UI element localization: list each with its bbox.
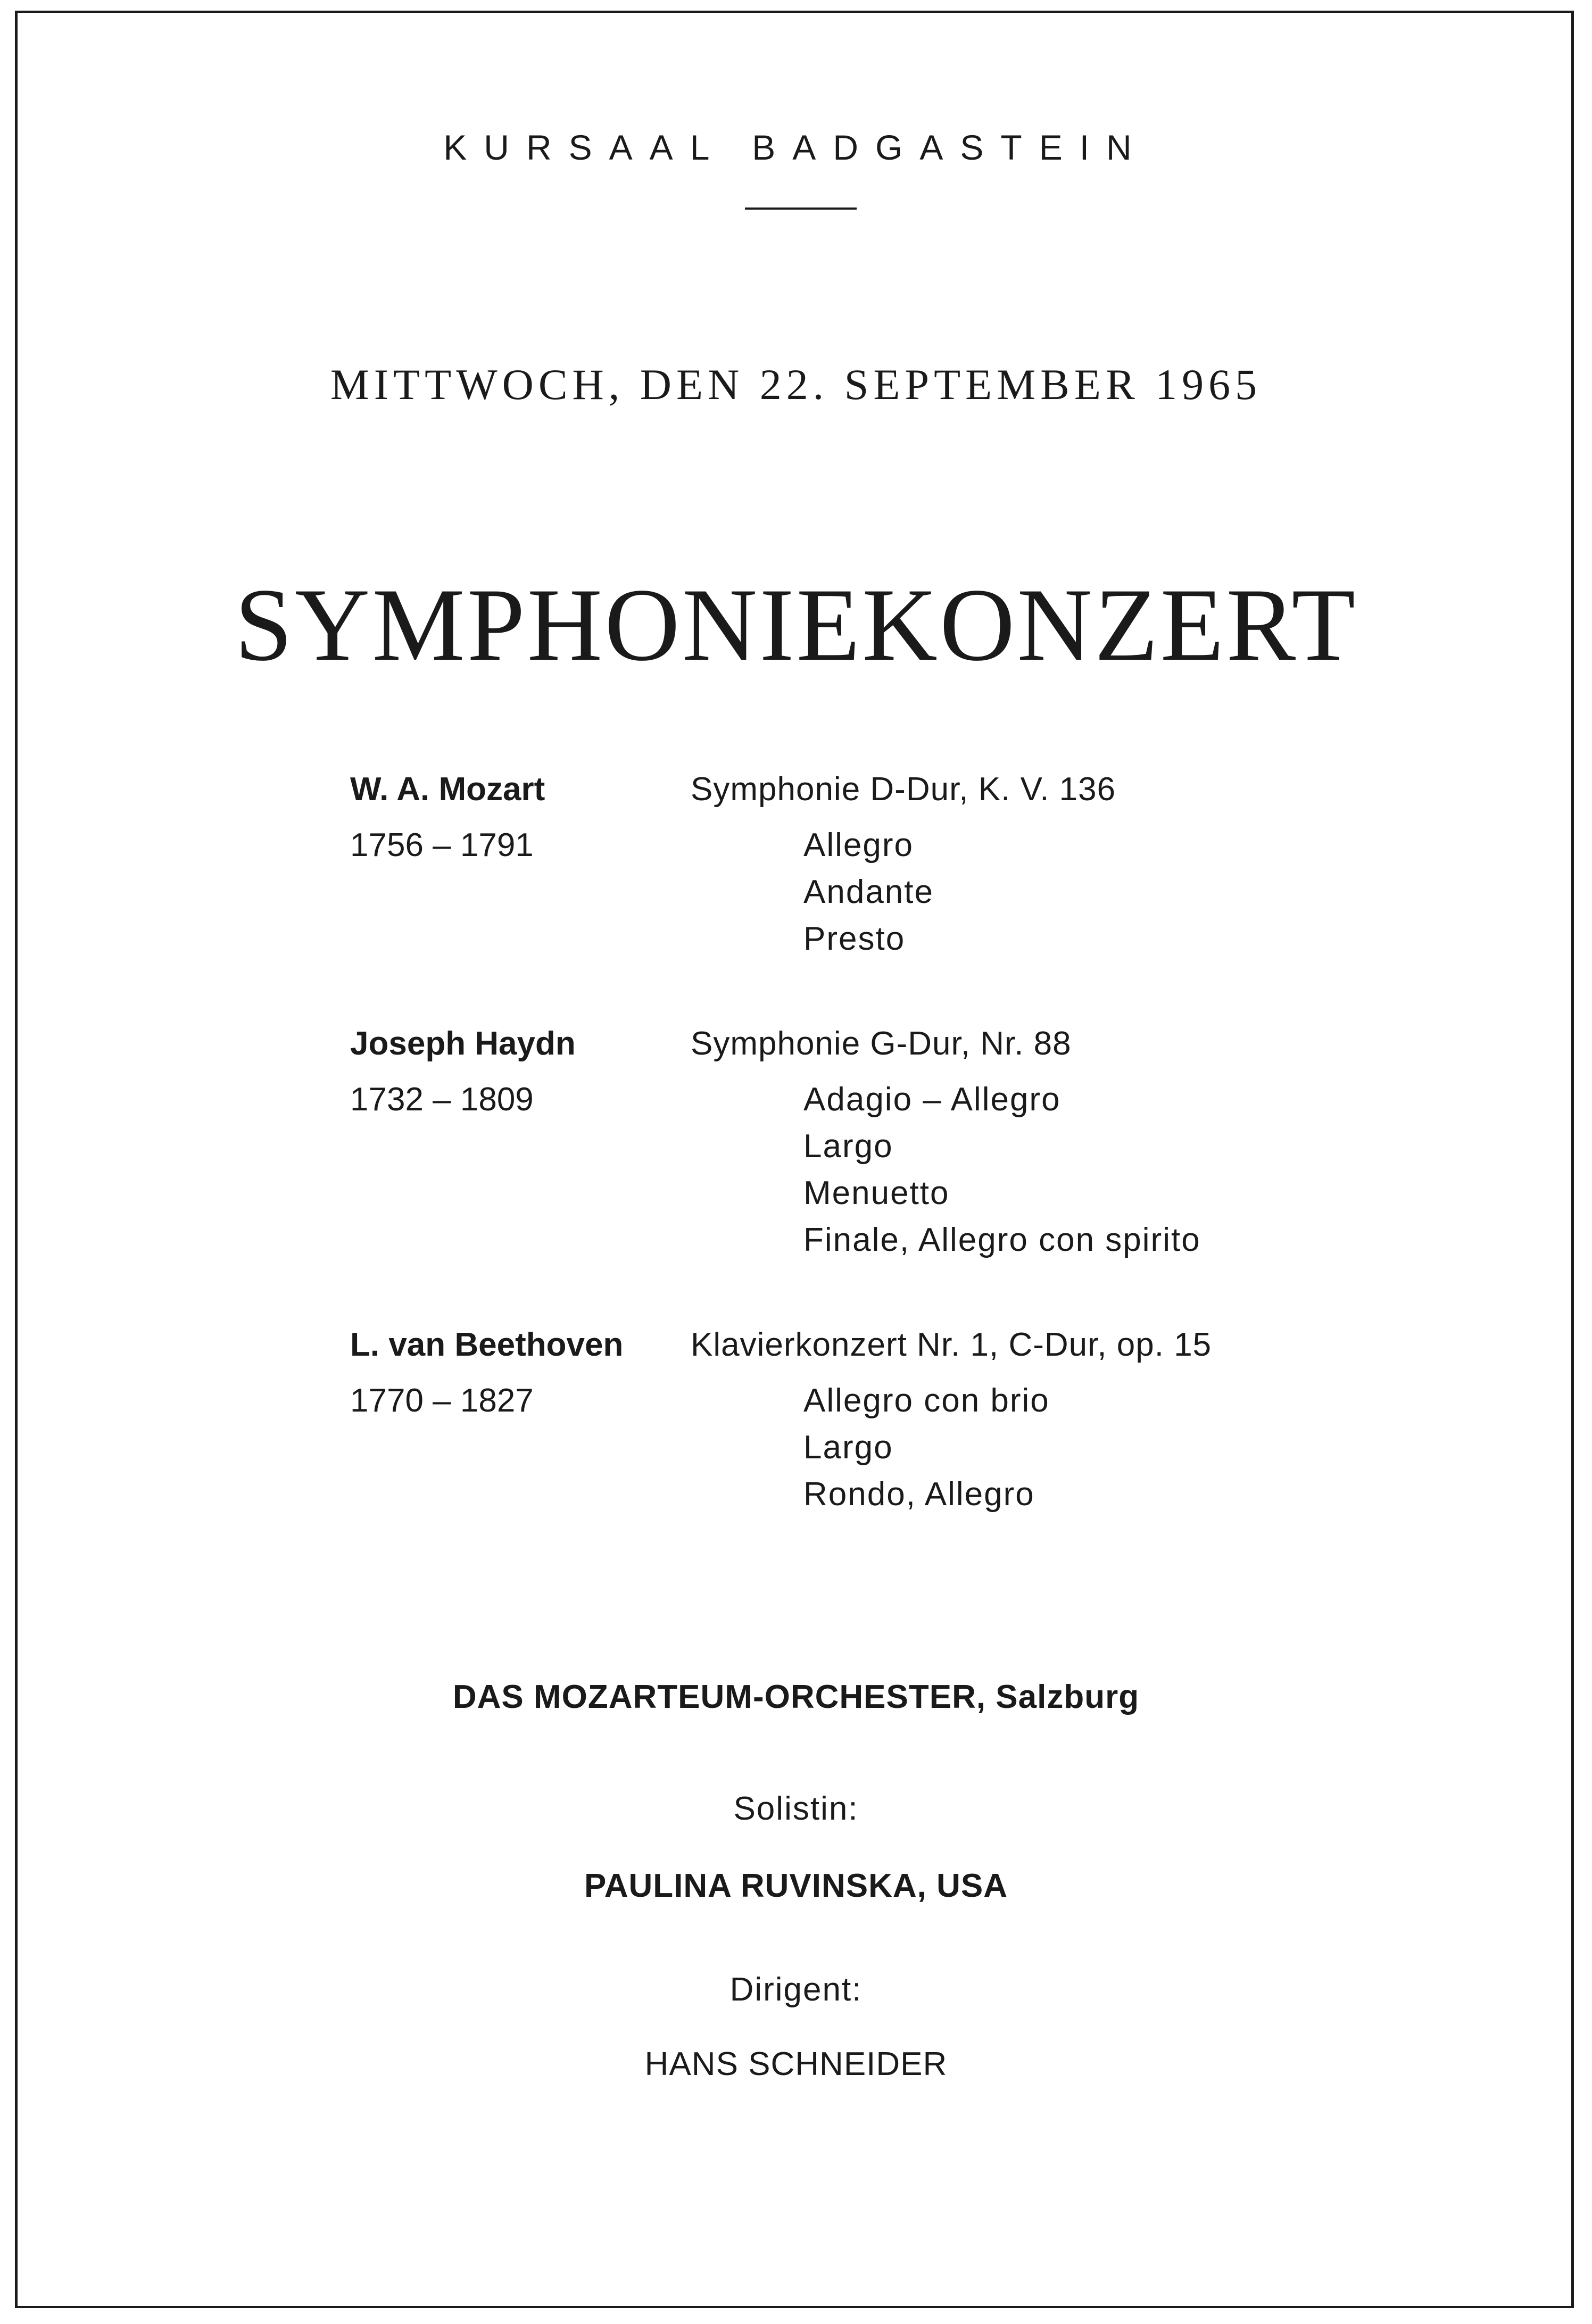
movement: Largo bbox=[803, 1128, 893, 1165]
movement: Allegro con brio bbox=[803, 1382, 1050, 1419]
venue-heading: KURSAAL BADGASTEIN bbox=[443, 128, 1149, 167]
soloist-name: PAULINA RUVINSKA, USA bbox=[584, 1868, 1008, 1904]
movement: Andante bbox=[803, 874, 934, 910]
conductor-label: Dirigent: bbox=[729, 1971, 863, 2008]
movement: Presto bbox=[803, 920, 906, 957]
movement: Adagio – Allegro bbox=[803, 1081, 1061, 1118]
movement: Allegro bbox=[803, 827, 914, 864]
movement: Rondo, Allegro bbox=[803, 1476, 1035, 1513]
soloist-label: Solistin: bbox=[733, 1790, 859, 1827]
composer-years: 1756 – 1791 bbox=[350, 827, 534, 864]
composer-name: L. van Beethoven bbox=[350, 1326, 624, 1363]
composer-years: 1732 – 1809 bbox=[350, 1081, 534, 1118]
concert-date: MITTWOCH, DEN 22. SEPTEMBER 1965 bbox=[330, 360, 1262, 409]
work-title: Symphonie G-Dur, Nr. 88 bbox=[691, 1025, 1072, 1062]
movement: Finale, Allegro con spirito bbox=[803, 1222, 1201, 1258]
work-title: Symphonie D-Dur, K. V. 136 bbox=[691, 771, 1116, 808]
movement: Largo bbox=[803, 1429, 893, 1466]
orchestra-name: DAS MOZARTEUM-ORCHESTER, Salzburg bbox=[452, 1679, 1140, 1715]
movement: Menuetto bbox=[803, 1175, 950, 1211]
composer-years: 1770 – 1827 bbox=[350, 1382, 534, 1419]
conductor-name: HANS SCHNEIDER bbox=[644, 2046, 948, 2082]
divider-rule bbox=[745, 208, 857, 210]
composer-name: W. A. Mozart bbox=[350, 771, 545, 808]
work-title: Klavierkonzert Nr. 1, C-Dur, op. 15 bbox=[691, 1326, 1212, 1363]
composer-name: Joseph Haydn bbox=[350, 1025, 576, 1062]
concert-title: SYMPHONIEKONZERT bbox=[234, 567, 1358, 683]
